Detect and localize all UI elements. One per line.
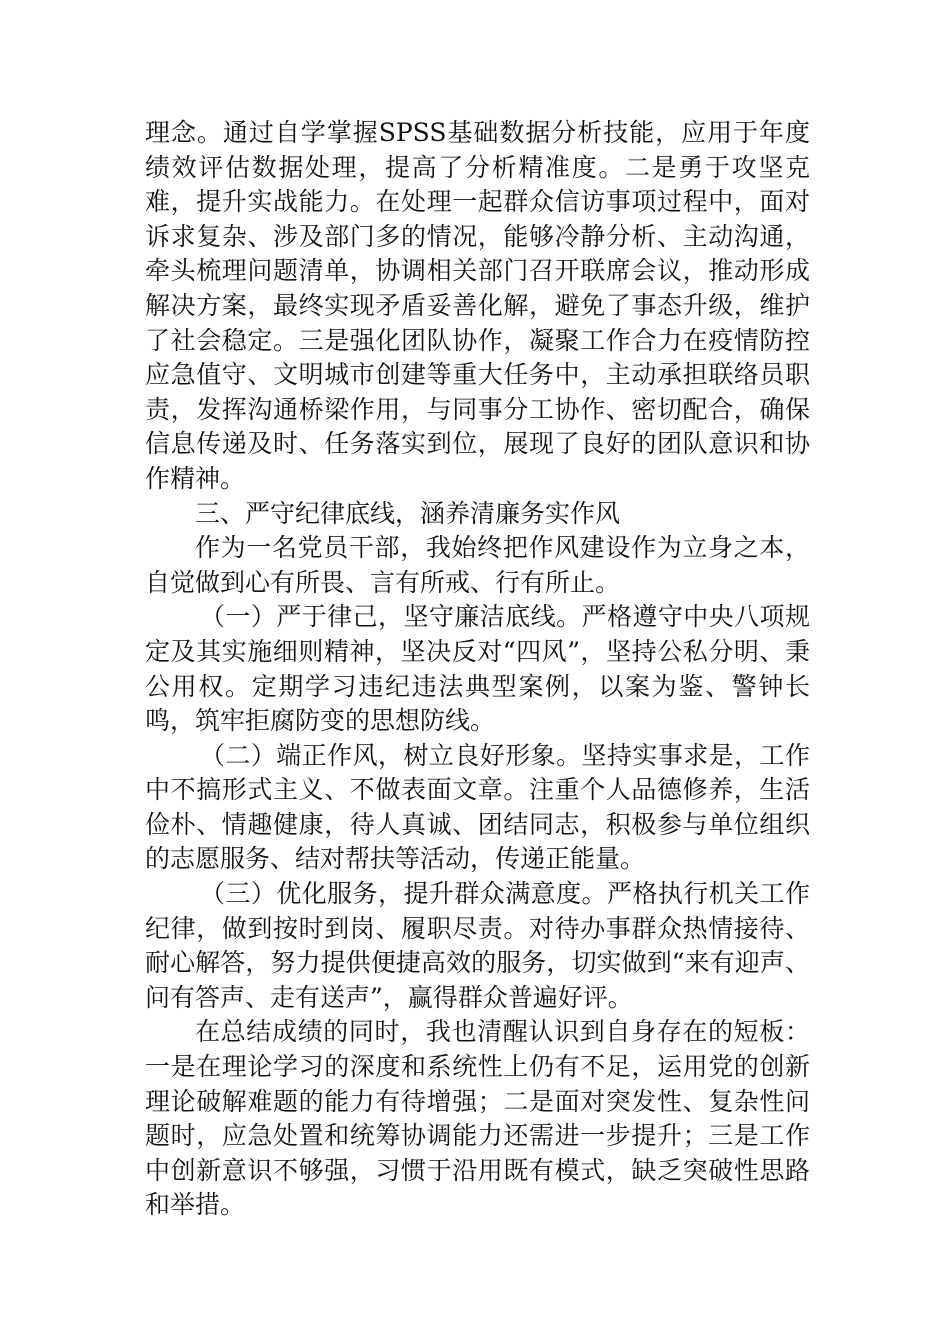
paragraph-work-style-intro: 作为一名党员干部，我始终把作风建设作为立身之本，自觉做到心有所畏、言有所戒、行有所止。 <box>145 533 810 597</box>
section-heading-discipline: 三、严守纪律底线，涵养清廉务实作风 <box>195 498 621 528</box>
paragraph-shortcomings: 在总结成绩的同时，我也清醒认识到自身存在的短板：一是在理论学习的深度和系统性上仍有不足，运用党的创新理论破解难题的能力有待增强；二是面对突发性、复杂性问题时，应急处置和统筹协调能力还需进一步提升；三是工作中创新意识不够强，习惯于沿用既有模式，缺乏突破性思路和举措。 <box>145 1017 810 1220</box>
paragraph-work-style: （二）端正作风，树立良好形象。坚持实事求是，工作中不搞形式主义、不做表面文章。注重个人品德修养，生活俭朴、情趣健康，待人真诚、团结同志，积极参与单位组织的志愿服务、结对帮扶等活动，传递正能量。 <box>145 740 810 874</box>
document-body <box>145 116 810 1223</box>
paragraph-self-discipline: （一）严于律己，坚守廉洁底线。严格遵守中央八项规定及其实施细则精神，坚决反对“四风”，坚持公私分明、秉公用权。定期学习违纪违法典型案例，以案为鉴、警钟长鸣，筑牢拒腐防变的思想防线。 <box>145 602 810 736</box>
paragraph-team-collaboration: 理念。通过自学掌握SPSS基础数据分析技能，应用于年度绩效评估数据处理，提高了分析精准度。二是勇于攻坚克难，提升实战能力。在处理一起群众信访事项过程中，面对诉求复杂、涉及部门多的情况，能够冷静分析、主动沟通，牵头梳理问题清单，协调相关部门召开联席会议，推动形成解决方案，最终实现矛盾妥善化解，避免了事态升级，维护了社会稳定。三是强化团队协作，凝聚工作合力在疫情防控应急值守、文明城市创建等重大任务中，主动承担联络员职责，发挥沟通桥梁作用，与同事分工协作、密切配合，确保信息传递及时、任务落实到位，展现了良好的团队意识和协作精神。 <box>145 118 810 493</box>
paragraph-service: （三）优化服务，提升群众满意度。严格执行机关工作纪律，做到按时到岗、履职尽责。对待办事群众热情接待、耐心解答，努力提供便捷高效的服务，切实做到“来有迎声、问有答声、走有送声”，赢得群众普遍好评。 <box>145 879 810 1012</box>
